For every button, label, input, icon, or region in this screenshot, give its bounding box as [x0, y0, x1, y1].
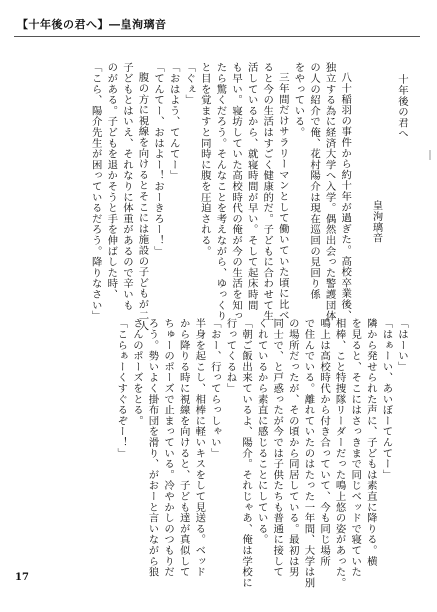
text-line: 相棒、こと特捜隊リーダーだった鳴上悠の姿があった。	[333, 318, 346, 588]
text-line: をやっている。	[292, 62, 305, 138]
page-edge-mark	[429, 150, 431, 160]
story-author: 皇洵璃音	[370, 200, 383, 244]
text-line: 独立する為に経済大学へ入学。偶然出会った警護団体	[323, 62, 336, 322]
header-section: 【十年後の君へ】	[17, 18, 109, 31]
page-number: 17	[15, 572, 29, 583]
text-line: も早い。寝坊していた高校時代の俺が今の生活を知っ	[230, 62, 243, 322]
dialogue-line: 「朝ご飯出来ているよ、陽介。それじゃあ、俺は学校に	[240, 318, 253, 588]
text-line: 子どもとはいえ、それなりに体重があるので辛いも	[120, 62, 133, 311]
dialogue-line: 「おはよう、てんてー」	[167, 62, 180, 181]
dialogue-line: 「てんてー、おはよー！おーきろー！」	[152, 62, 165, 257]
text-line: のがある。子どもを退かそうと手を伸ばした時、	[105, 62, 118, 300]
dialogue-line: 「はぁーい、あいぼーてんてー」	[380, 318, 393, 480]
text-line: 隣から発せられた声に、子どもは素直に降りる。横	[364, 318, 377, 567]
running-header	[17, 16, 167, 32]
blank-line	[352, 62, 368, 286]
dialogue-line: 「こら、陽介先生が困っているだろう。降りなさい」	[89, 62, 102, 322]
dialogue-line: 「こらぁーくすぐるぞー！」	[115, 318, 128, 459]
story-title: 十年後の君へ	[396, 74, 408, 139]
text-line: くれているから素直に感じることにしている。	[255, 318, 268, 545]
dialogue-line: 「はーい」	[396, 318, 408, 372]
text-line: 活しているから、就寝時間が早い。そして起床時間	[245, 62, 258, 311]
text-line: 八十稲羽の事件から約十年が過ぎた。高校卒業後、	[339, 72, 352, 321]
text-line: 腹の方に視線を向けるとそこには施設の子どもが二人	[136, 72, 149, 332]
text-line: で住んでいる。離れていたのはたった一年間、大学は別	[302, 318, 315, 588]
text-line: 同士で、と戸惑ったが今では子供たちも普通に接して	[271, 318, 284, 578]
text-line: の人の紹介で俺、花村陽介は現在巡回の見回り係	[308, 62, 321, 300]
text-line: ろう。勢いよく掛布団を滑り、がおーと言いながら狼	[146, 318, 159, 578]
story-column-bottom	[34, 318, 409, 588]
text-line: ると今の生活はすごく健康的だ。子どもに合わせて生	[261, 62, 274, 322]
text-line: ちゅーのポーズで止まっている。冷やかしのつもりだ	[162, 318, 175, 578]
dialogue-line: 「おー、行ってらっしゃい」	[208, 318, 221, 459]
text-line: 三年間だけサラリーマンとして働いていた頃に比べ	[276, 72, 289, 321]
text-line: たら驚くだろう。そんなことを考えながら、ゆっくり	[214, 62, 227, 322]
text-line: から降りる時に視線を向けると、子ども達が真似して	[177, 318, 190, 578]
header-author: ―皇洵璃音	[109, 18, 167, 31]
text-line: の場所だったが、その頃から同居している。最初は男	[286, 318, 299, 578]
dialogue-line: 行ってくるね」	[224, 318, 237, 394]
text-line: 半身を起こし、相棒に軽いキスをして見送る。ベッド	[193, 318, 206, 578]
text-line: さんのポーズをとる。	[130, 318, 143, 426]
text-line: と目を覚ますと同時に腹を圧迫される。	[198, 62, 211, 257]
dialogue-line: 「ぐぇ」	[183, 62, 196, 106]
text-line: 鳴上は高校時代から付き合っていて、今も同じ場所	[318, 318, 331, 567]
text-line: を見ると、そこにはさっきまで同じベッドで寝ていた	[349, 318, 362, 578]
header-divider	[14, 36, 420, 37]
story-column-top	[39, 62, 409, 332]
